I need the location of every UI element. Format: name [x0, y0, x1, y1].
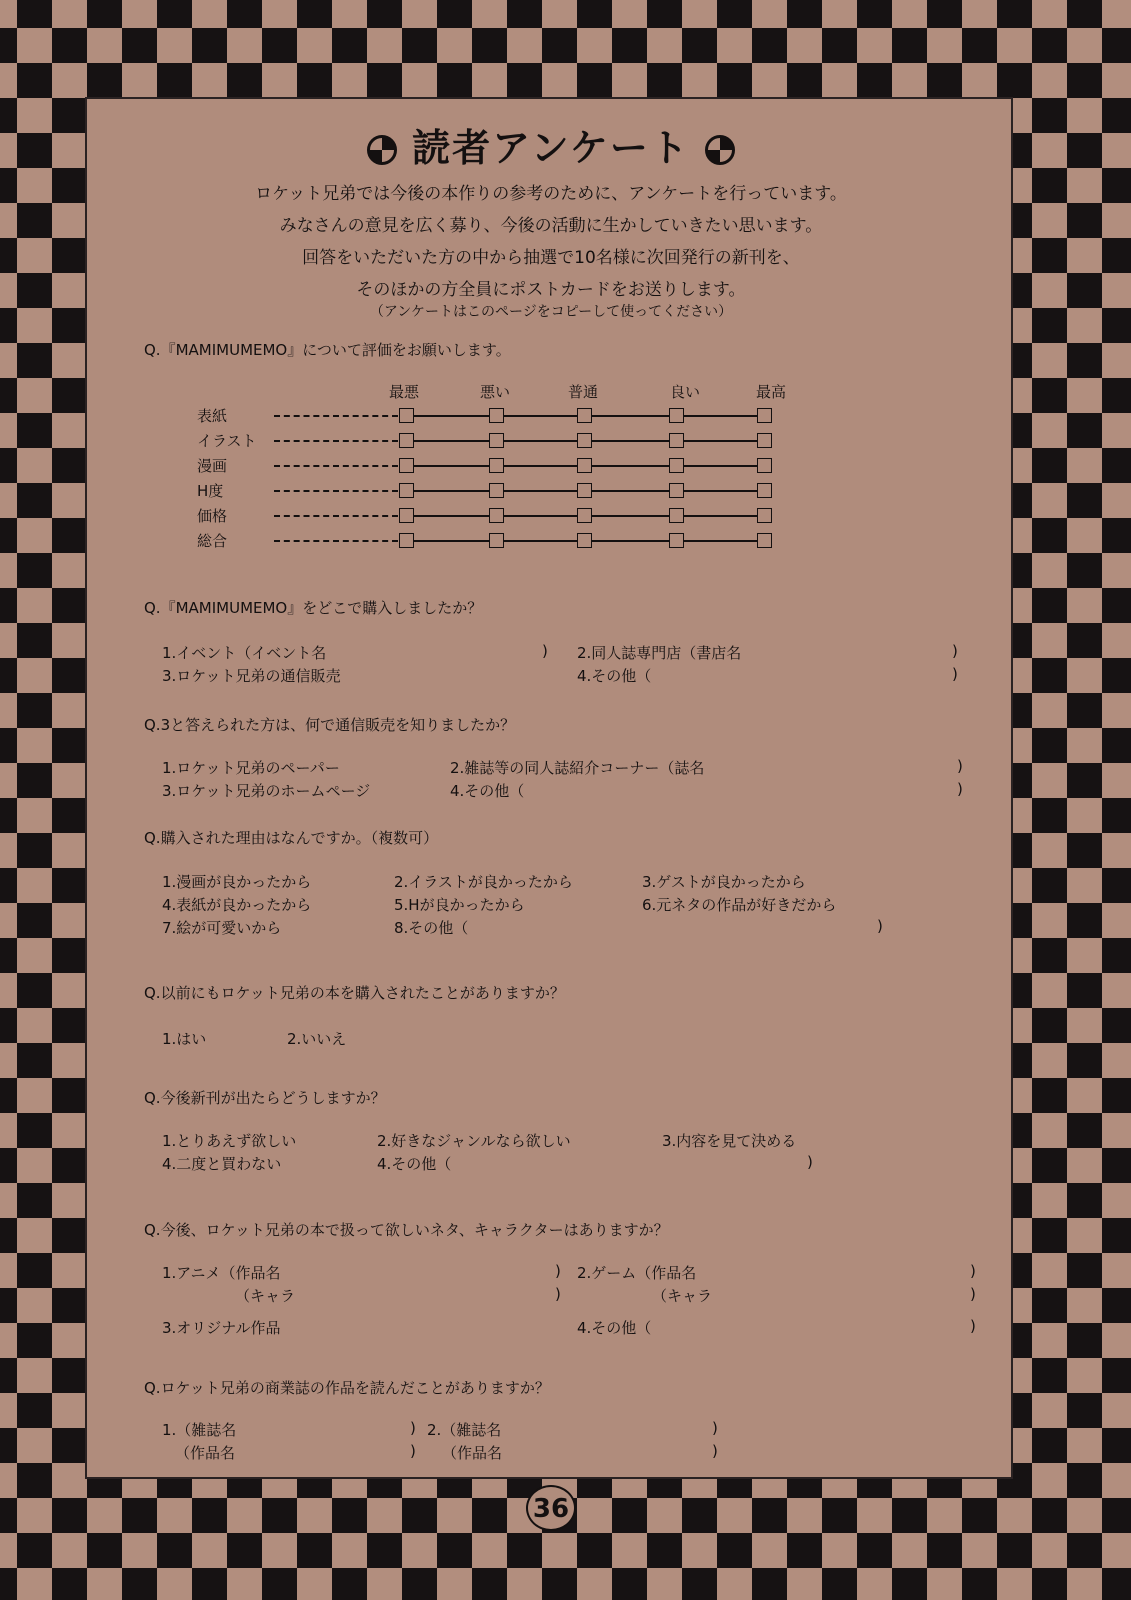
rating-checkbox[interactable]: [577, 508, 592, 523]
option[interactable]: 4.その他（: [577, 667, 652, 685]
rating-checkbox[interactable]: [489, 433, 504, 448]
option[interactable]: 4.表紙が良かったから: [162, 896, 312, 914]
scale-label: 悪い: [480, 383, 511, 401]
option[interactable]: 3.ゲストが良かったから: [642, 873, 806, 891]
question-next-release: Q.今後新刊が出たらどうしますか？: [144, 1089, 386, 1107]
question-rating: Q.『MAMIMUMEMO』について評価をお願いします。: [144, 341, 511, 359]
rating-connector-line: [592, 515, 669, 517]
rating-checkbox[interactable]: [399, 508, 414, 523]
rating-checkbox[interactable]: [757, 458, 772, 473]
option[interactable]: 4.二度と買わない: [162, 1155, 282, 1173]
rating-checkbox[interactable]: [399, 433, 414, 448]
intro-line: 回答をいただいた方の中から抽選で10名様に次回発行の新刊を、: [302, 248, 800, 268]
rocket-emblem-icon: [705, 135, 735, 165]
rating-connector-line: [592, 540, 669, 542]
option[interactable]: 1.（雑誌名: [162, 1421, 237, 1439]
rating-connector-line: [414, 440, 489, 442]
rating-connector-line: [684, 490, 757, 492]
rating-checkbox[interactable]: [757, 433, 772, 448]
option[interactable]: 3.ロケット兄弟の通信販売: [162, 667, 341, 685]
option[interactable]: 5.Hが良かったから: [394, 896, 525, 914]
rating-checkbox[interactable]: [399, 408, 414, 423]
sub-field[interactable]: （作品名: [175, 1444, 236, 1462]
rating-connector-line: [684, 540, 757, 542]
rating-connector-line: [684, 415, 757, 417]
close-paren: ): [712, 1419, 718, 1437]
rating-connector-line: [592, 465, 669, 467]
close-paren: ): [410, 1442, 416, 1460]
option[interactable]: 1.ロケット兄弟のペーパー: [162, 759, 340, 777]
close-paren: ): [712, 1442, 718, 1460]
rating-checkbox[interactable]: [399, 533, 414, 548]
option[interactable]: 3.ロケット兄弟のホームページ: [162, 782, 371, 800]
rating-checkbox[interactable]: [757, 533, 772, 548]
rating-connector-line: [592, 415, 669, 417]
rating-connector-line: [684, 440, 757, 442]
rating-row-label: イラスト: [197, 432, 257, 450]
close-paren: ): [957, 780, 963, 798]
close-paren: ): [877, 917, 883, 935]
rating-checkbox[interactable]: [669, 508, 684, 523]
question-commercial-works: Q.ロケット兄弟の商業誌の作品を読んだことがありますか？: [144, 1379, 550, 1397]
scale-label: 最高: [756, 383, 787, 401]
question-mail-order: Q.3と答えられた方は、何で通信販売を知りましたか？: [144, 716, 516, 734]
rating-connector-line: [504, 490, 577, 492]
rating-connector-line: [414, 415, 489, 417]
option[interactable]: 2.好きなジャンルなら欲しい: [377, 1132, 571, 1150]
scale-label: 最悪: [389, 383, 420, 401]
rating-checkbox[interactable]: [399, 458, 414, 473]
rating-row-label: 表紙: [197, 407, 228, 425]
survey-title-text: 読者アンケート: [412, 126, 690, 170]
option[interactable]: 1.漫画が良かったから: [162, 873, 312, 891]
close-paren: ): [555, 1285, 561, 1303]
option[interactable]: 2.雑誌等の同人誌紹介コーナー（誌名: [450, 759, 705, 777]
rating-checkbox[interactable]: [577, 483, 592, 498]
rating-leader-line: [274, 540, 398, 542]
rating-row-label: 漫画: [197, 457, 228, 475]
rating-checkbox[interactable]: [669, 433, 684, 448]
rating-checkbox[interactable]: [399, 483, 414, 498]
option[interactable]: 7.絵が可愛いから: [162, 919, 282, 937]
close-paren: ): [555, 1262, 561, 1280]
option[interactable]: 2.（雑誌名: [427, 1421, 502, 1439]
sub-field[interactable]: （キャラ: [235, 1287, 296, 1305]
rating-row-label: 価格: [197, 507, 228, 525]
rating-row-label: 総合: [197, 532, 228, 550]
option[interactable]: 1.イベント（イベント名: [162, 644, 327, 662]
rating-connector-line: [592, 490, 669, 492]
option[interactable]: 2.同人誌専門店（書店名: [577, 644, 742, 662]
question-previous-purchase: Q.以前にもロケット兄弟の本を購入されたことがありますか？: [144, 984, 565, 1002]
close-paren: ): [807, 1153, 813, 1171]
rating-connector-line: [414, 465, 489, 467]
rating-checkbox[interactable]: [669, 408, 684, 423]
rocket-emblem-icon: [367, 135, 397, 165]
rating-leader-line: [274, 515, 398, 517]
option[interactable]: 4.その他（: [450, 782, 525, 800]
rating-connector-line: [504, 465, 577, 467]
question-purchase-place: Q.『MAMIMUMEMO』をどこで購入しましたか？: [144, 599, 483, 617]
rating-connector-line: [504, 440, 577, 442]
rating-connector-line: [504, 540, 577, 542]
option[interactable]: 4.その他（: [577, 1319, 652, 1337]
page-number: 36: [526, 1485, 576, 1531]
copy-note: （アンケートはこのページをコピーして使ってください）: [369, 304, 733, 320]
rating-leader-line: [274, 490, 398, 492]
option[interactable]: 4.その他（: [377, 1155, 452, 1173]
page-number-badge: [87, 1485, 1015, 1531]
rating-leader-line: [274, 465, 398, 467]
option[interactable]: 2.いいえ: [287, 1030, 347, 1048]
rating-checkbox[interactable]: [757, 508, 772, 523]
rating-leader-line: [274, 415, 398, 417]
rating-checkbox[interactable]: [669, 483, 684, 498]
rating-connector-line: [504, 415, 577, 417]
option[interactable]: 8.その他（: [394, 919, 469, 937]
close-paren: ): [970, 1262, 976, 1280]
close-paren: ): [952, 665, 958, 683]
option[interactable]: 1.とりあえず欲しい: [162, 1132, 297, 1150]
rating-leader-line: [274, 440, 398, 442]
close-paren: ): [970, 1317, 976, 1335]
intro-line: そのほかの方全員にポストカードをお送りします。: [356, 280, 746, 300]
rating-checkbox[interactable]: [757, 408, 772, 423]
close-paren: ): [952, 642, 958, 660]
rating-checkbox[interactable]: [489, 483, 504, 498]
survey-panel: [85, 97, 1013, 1524]
option[interactable]: 3.内容を見て決める: [662, 1132, 797, 1150]
rating-checkbox[interactable]: [577, 533, 592, 548]
rating-checkbox[interactable]: [669, 458, 684, 473]
rating-checkbox[interactable]: [577, 408, 592, 423]
rating-connector-line: [592, 440, 669, 442]
rating-connector-line: [414, 490, 489, 492]
rating-checkbox[interactable]: [577, 458, 592, 473]
rating-checkbox[interactable]: [489, 533, 504, 548]
option[interactable]: 2.イラストが良かったから: [394, 873, 573, 891]
question-reason: Q.購入された理由はなんですか。（複数可）: [144, 829, 439, 847]
intro-line: ロケット兄弟では今後の本作りの参考のために、アンケートを行っています。: [255, 184, 847, 204]
rating-checkbox[interactable]: [489, 458, 504, 473]
scale-label: 良い: [670, 383, 701, 401]
option[interactable]: 3.オリジナル作品: [162, 1319, 281, 1337]
close-paren: ): [970, 1285, 976, 1303]
rating-checkbox[interactable]: [489, 508, 504, 523]
scale-label: 普通: [568, 383, 599, 401]
sub-field[interactable]: （作品名: [442, 1444, 503, 1462]
intro-line: みなさんの意見を広く募り、今後の活動に生かしていきたい思います。: [279, 216, 823, 236]
rating-checkbox[interactable]: [669, 533, 684, 548]
option[interactable]: 6.元ネタの作品が好きだから: [642, 896, 837, 914]
rating-checkbox[interactable]: [489, 408, 504, 423]
close-paren: ): [410, 1419, 416, 1437]
rating-connector-line: [684, 515, 757, 517]
rating-checkbox[interactable]: [577, 433, 592, 448]
close-paren: ): [542, 642, 548, 660]
rating-connector-line: [414, 540, 489, 542]
rating-row-label: H度: [197, 482, 224, 500]
close-paren: ): [957, 757, 963, 775]
option[interactable]: 2.ゲーム（作品名: [577, 1264, 697, 1282]
rating-checkbox[interactable]: [757, 483, 772, 498]
option[interactable]: 1.アニメ（作品名: [162, 1264, 281, 1282]
option[interactable]: 1.はい: [162, 1030, 207, 1048]
rating-connector-line: [684, 465, 757, 467]
question-wanted-topics: Q.今後、ロケット兄弟の本で扱って欲しいネタ、キャラクターはありますか？: [144, 1221, 669, 1239]
rating-connector-line: [414, 515, 489, 517]
sub-field[interactable]: （キャラ: [652, 1287, 713, 1305]
rating-connector-line: [504, 515, 577, 517]
survey-title: [87, 117, 1015, 172]
